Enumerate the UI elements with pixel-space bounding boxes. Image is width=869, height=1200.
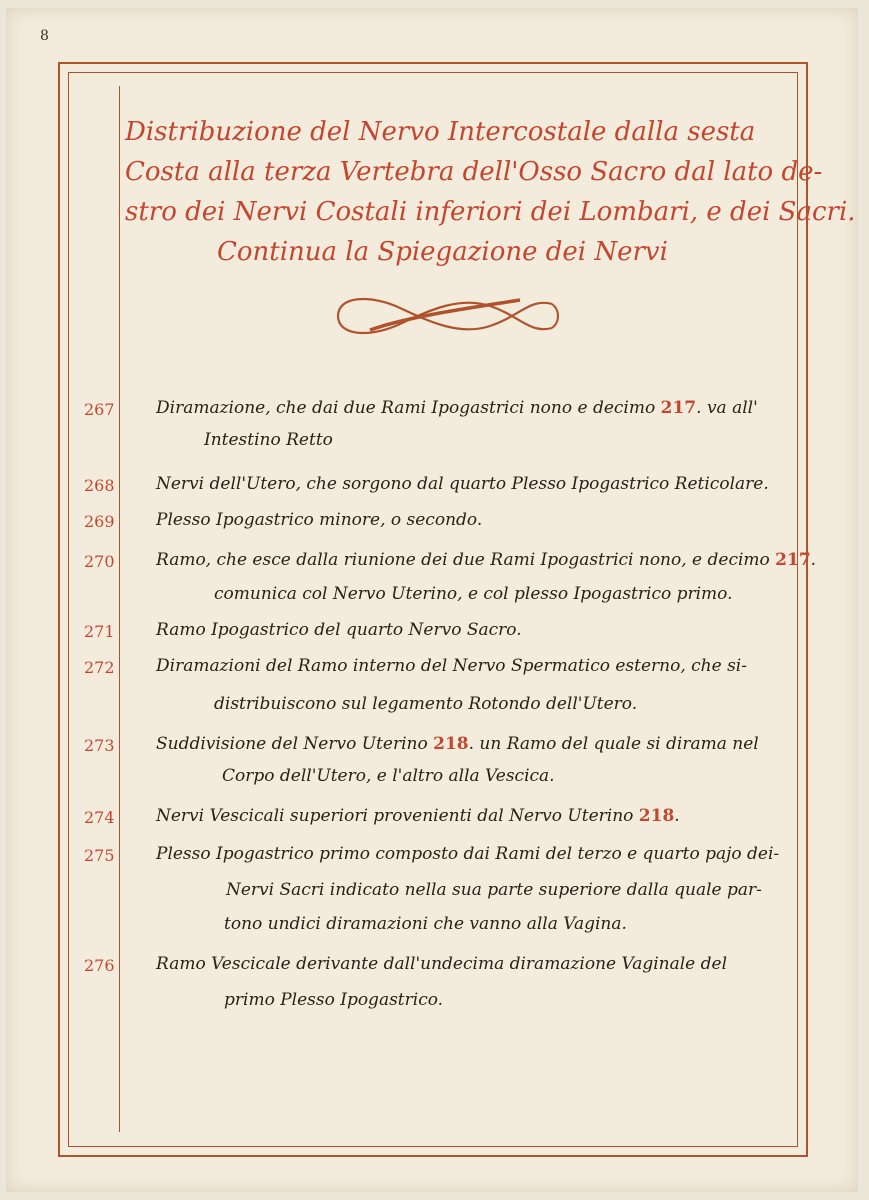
entry-text: . va all' <box>696 398 758 418</box>
entry-text: Suddivisione del Nervo Uterino <box>156 734 434 754</box>
entry-text: Diramazione, che dai due Rami Ipogastrici nono e decimo <box>156 398 661 418</box>
entry-text: Plesso Ipogastrico minore, o secondo. <box>156 510 483 530</box>
entry-text-line <box>214 694 637 714</box>
entry-number: 269 <box>84 512 115 531</box>
entry-text-line <box>156 806 680 826</box>
entry-text: Nervi Sacri indicato nella sua parte superiore dalla quale par- <box>226 880 762 900</box>
entry-number: 267 <box>84 400 115 419</box>
entry-text: Nervi Vescicali superiori provenienti dal Nervo Uterino <box>156 806 639 826</box>
page-title <box>125 112 856 272</box>
entry-text-line <box>156 844 779 864</box>
entry-text-line <box>156 620 522 640</box>
title-line: Distribuzione del Nervo Intercostale dalla sesta <box>125 117 756 147</box>
entry-text-line <box>224 990 443 1010</box>
entry-text-line <box>214 584 733 604</box>
entry-text-line <box>156 398 758 418</box>
entry-text-line <box>156 550 816 570</box>
entry-text-line <box>226 880 762 900</box>
entry-text: . <box>810 550 817 570</box>
entry-text: . <box>674 806 680 826</box>
entry-text-line <box>204 430 333 450</box>
entry-number: 272 <box>84 658 115 677</box>
entry-number: 274 <box>84 808 115 827</box>
title-line: Costa alla terza Vertebra dell'Osso Sacro dal lato de- <box>125 157 823 187</box>
entry-text-line <box>156 474 769 494</box>
entry-text: Corpo dell'Utero, e l'altro alla Vescica. <box>222 766 555 786</box>
entry-text: Intestino Retto <box>204 430 333 450</box>
entry-text-line <box>156 510 482 530</box>
entry-text: distribuiscono sul legamento Rotondo dell'Utero. <box>214 694 638 714</box>
entry-text: tono undici diramazioni che vanno alla Vagina. <box>224 914 627 934</box>
entry-text: Plesso Ipogastrico primo composto dai Rami del terzo e quarto pajo dei- <box>156 844 780 864</box>
entry-number: 270 <box>84 552 115 571</box>
entry-number: 276 <box>84 956 115 975</box>
entry-text: comunica col Nervo Uterino, e col plesso Ipogastrico primo. <box>214 584 733 604</box>
title-line: Continua la Spiegazione dei Nervi <box>217 237 668 267</box>
entry-text: Diramazioni del Ramo interno del Nervo Spermatico esterno, che si- <box>156 656 747 676</box>
entry-text: Ramo Ipogastrico del quarto Nervo Sacro. <box>156 620 522 640</box>
figure-reference: 217 <box>660 398 697 418</box>
entry-text-line <box>156 954 727 974</box>
entry-text: Nervi dell'Utero, che sorgono dal quarto Plesso Ipogastrico Reticolare. <box>156 474 769 494</box>
figure-reference: 218 <box>638 806 675 826</box>
entry-text-line <box>224 914 627 934</box>
page-number: 8 <box>40 28 49 44</box>
figure-reference: 218 <box>433 734 469 754</box>
margin-rule <box>119 86 120 1132</box>
figure-reference: 217 <box>775 550 811 570</box>
title-line: stro dei Nervi Costali inferiori dei Lombari, e dei Sacri. <box>125 197 856 227</box>
entry-number: 271 <box>84 622 115 641</box>
entry-number: 273 <box>84 736 115 755</box>
entry-text-line <box>156 656 747 676</box>
entry-text-line <box>222 766 555 786</box>
entry-text: Ramo Vescicale derivante dall'undecima diramazione Vaginale del <box>156 954 728 974</box>
calligraphic-flourish <box>330 286 560 346</box>
entry-text: . un Ramo del quale si dirama nel <box>468 734 759 754</box>
entry-text-line <box>156 734 759 754</box>
entry-text: Ramo, che esce dalla riunione dei due Rami Ipogastrici nono, e decimo <box>156 550 776 570</box>
entry-number: 268 <box>84 476 115 495</box>
entry-text: primo Plesso Ipogastrico. <box>224 990 444 1010</box>
entry-number: 275 <box>84 846 115 865</box>
